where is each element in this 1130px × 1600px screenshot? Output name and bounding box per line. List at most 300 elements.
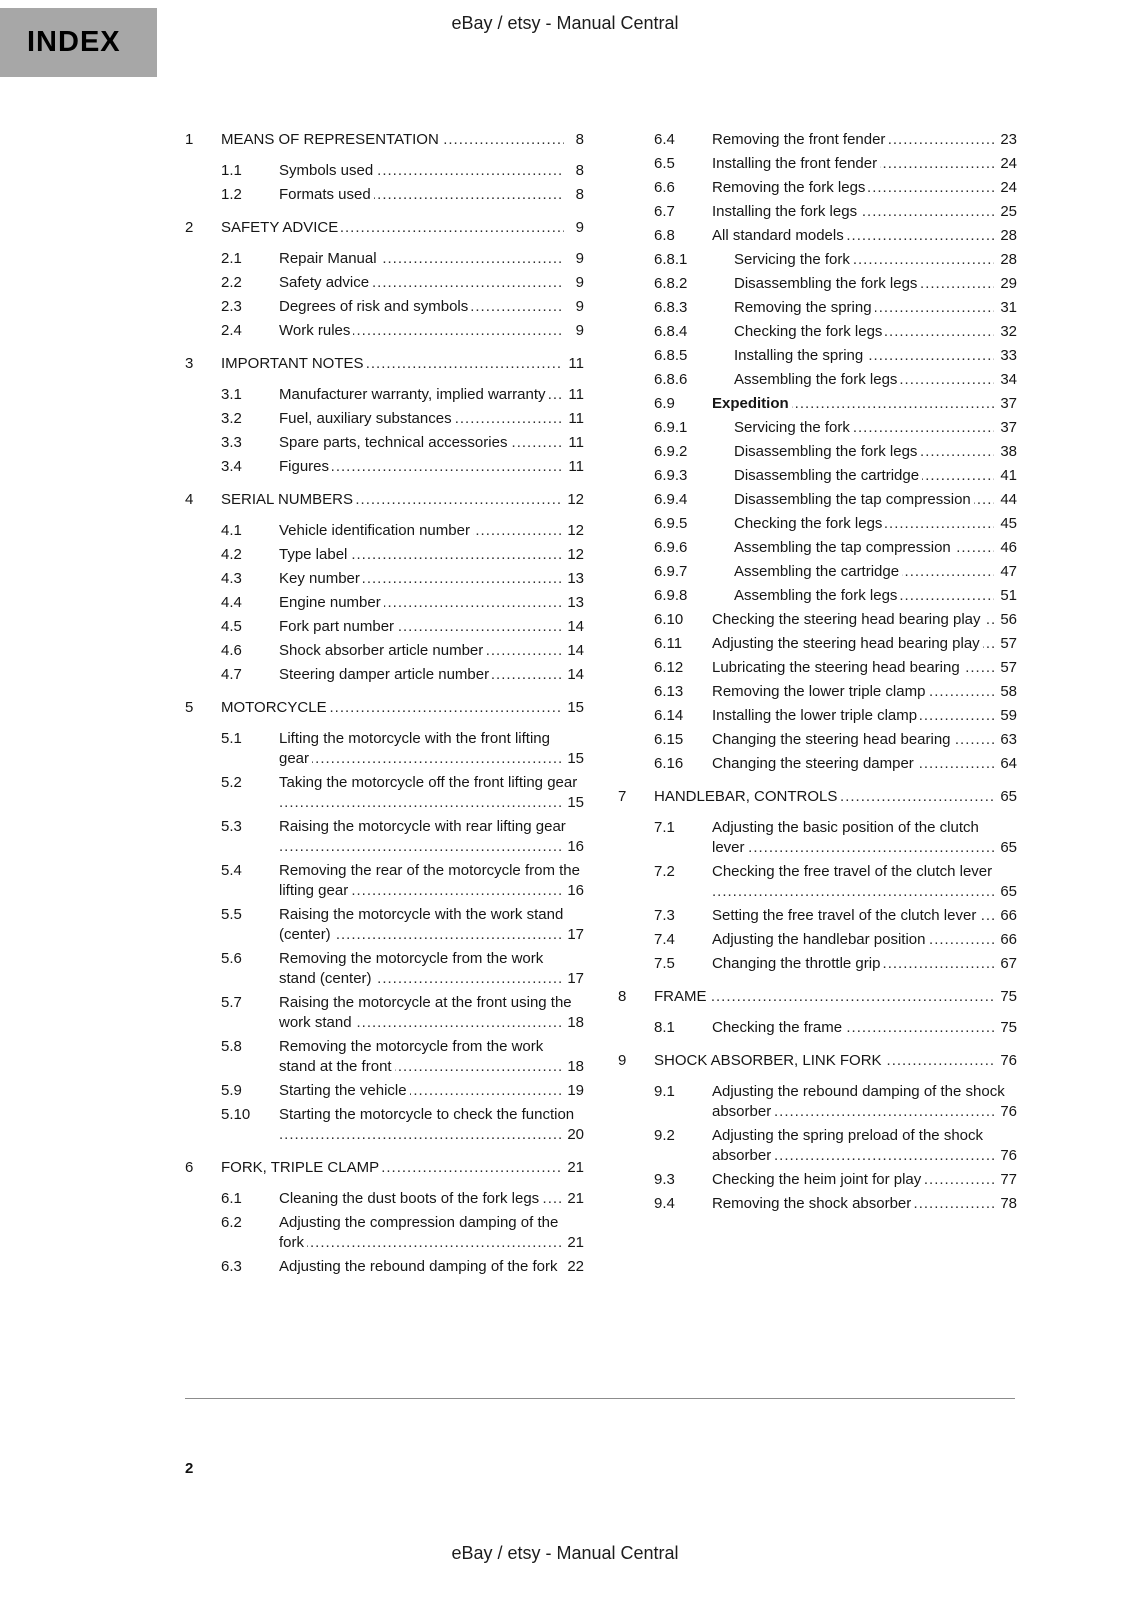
toc-entry-page: 77 [994, 1170, 1017, 1190]
toc-entry-number: 3 [185, 355, 194, 372]
toc-entry-text [734, 370, 1017, 390]
toc-entry-label: Servicing the fork [734, 251, 853, 268]
toc-entry [654, 634, 1017, 654]
toc-entry-number: 1 [185, 131, 194, 148]
toc-entry [221, 569, 584, 589]
toc-entry [654, 930, 1017, 950]
toc-entry-number: 6 [185, 1159, 194, 1176]
toc-entry-label: Changing the throttle grip [712, 955, 883, 972]
toc-entry-number: 6.15 [654, 731, 684, 748]
toc-entry-text [734, 418, 1017, 438]
toc-entry-page: 19 [561, 1081, 584, 1101]
toc-entry-page: 33 [994, 346, 1017, 366]
toc-entry-label: Checking the heim joint for play [712, 1171, 924, 1188]
toc-entry [618, 1051, 1017, 1071]
toc-entry [221, 593, 584, 613]
toc-entry [654, 1126, 1017, 1166]
toc-entry-number: 5.7 [221, 994, 242, 1011]
toc-entry-text [734, 562, 1017, 582]
toc-entry-text [279, 905, 584, 945]
toc-entry-text [734, 250, 1017, 270]
toc-entry [654, 178, 1017, 198]
toc-entry [654, 754, 1017, 774]
toc-entry-label: Adjusting the rebound damping of the shock absorber [712, 1083, 1005, 1120]
toc-entry-text [734, 298, 1017, 318]
toc-entry-label: Checking the fork legs [734, 323, 885, 340]
toc-entry [654, 514, 1017, 534]
toc-entry-number: 7.4 [654, 931, 675, 948]
toc-entry-page: 21 [561, 1233, 584, 1253]
toc-entry-number: 6.11 [654, 635, 683, 652]
toc-entry-label: Adjusting the spring preload of the shock absorber [712, 1127, 984, 1164]
toc-entry-label: IMPORTANT NOTES [221, 355, 367, 372]
toc-entry-text [712, 706, 1017, 726]
toc-entry-text [279, 1213, 584, 1253]
toc-entry-label: SHOCK ABSORBER, LINK FORK [654, 1052, 885, 1069]
toc-entry-number: 8.1 [654, 1019, 675, 1036]
toc-entry-text [734, 274, 1017, 294]
toc-entry [654, 682, 1017, 702]
toc-entry-text [712, 906, 1017, 926]
toc-entry-label: Starting the motorcycle to check the function [279, 1106, 577, 1123]
toc-entry-number: 5.4 [221, 862, 242, 879]
toc-entry [654, 586, 1017, 606]
toc-entry-page: 57 [994, 634, 1017, 654]
toc-entry-text [734, 442, 1017, 462]
toc-entry-number: 6.2 [221, 1214, 242, 1231]
toc-entry-text [712, 818, 1017, 858]
toc-entry-label: Installing the lower triple clamp [712, 707, 920, 724]
toc-entry-label: Cleaning the dust boots of the fork legs [279, 1190, 542, 1207]
toc-entry-page: 66 [994, 930, 1017, 950]
toc-entry-label: Symbols used [279, 162, 376, 179]
toc-entry-text [734, 514, 1017, 534]
toc-entry-number: 6.3 [221, 1258, 242, 1275]
toc-entry-page: 13 [561, 593, 584, 613]
toc-entry-label: Engine number [279, 594, 384, 611]
toc-entry [221, 433, 584, 453]
toc-entry-number: 9.3 [654, 1171, 675, 1188]
toc-entry-number: 6.16 [654, 755, 684, 772]
toc-entry-page: 65 [994, 882, 1017, 902]
toc-entry-text [221, 354, 584, 374]
toc-entry-label: Removing the front fender [712, 131, 888, 148]
toc-entry-number: 4.2 [221, 546, 242, 563]
toc-entry-page: 21 [561, 1189, 584, 1209]
toc-entry-number: 5 [185, 699, 194, 716]
toc-entry [185, 1158, 584, 1178]
toc-entry-label: Checking the steering head bearing play [712, 611, 984, 628]
toc-entry [654, 610, 1017, 630]
toc-entry-number: 7 [618, 788, 627, 805]
toc-entry [221, 1213, 584, 1253]
toc-entry-number: 6.6 [654, 179, 675, 196]
toc-entry-label: All standard models [712, 227, 847, 244]
toc-entry-number: 5.6 [221, 950, 242, 967]
toc-entry-page: 18 [561, 1057, 584, 1077]
toc-entry-text [654, 787, 1017, 807]
toc-entry-page: 24 [994, 154, 1017, 174]
toc-entry-text [279, 665, 584, 685]
toc-entry-page: 65 [994, 838, 1017, 858]
toc-entry-number: 3.2 [221, 410, 242, 427]
toc-entry-label: Vehicle identification number [279, 522, 473, 539]
toc-entry-text [734, 322, 1017, 342]
toc-entry-number: 9.2 [654, 1127, 675, 1144]
toc-entry-page: 24 [994, 178, 1017, 198]
toc-entry-number: 4.7 [221, 666, 242, 683]
toc-entry [654, 298, 1017, 318]
toc-entry-number: 6.9.5 [654, 515, 688, 532]
toc-entry-label: Assembling the fork legs [734, 587, 900, 604]
toc-entry-label: Disassembling the fork legs [734, 443, 920, 460]
toc-entry-label: FRAME [654, 988, 710, 1005]
toc-entry [221, 773, 584, 813]
toc-entry-number: 7.1 [654, 819, 675, 836]
toc-entry [221, 641, 584, 661]
toc-entry-number: 3.1 [221, 386, 242, 403]
toc-entry-page: 59 [994, 706, 1017, 726]
toc-entry-text [712, 754, 1017, 774]
toc-entry-text [279, 273, 584, 293]
toc-entry-page: 16 [561, 881, 584, 901]
toc-entry [654, 418, 1017, 438]
toc-entry [185, 218, 584, 238]
toc-entry-page: 76 [994, 1102, 1017, 1122]
toc-entry-number: 6.8.4 [654, 323, 688, 340]
toc-entry-text [221, 1158, 584, 1178]
toc-entry-label: Disassembling the fork legs [734, 275, 920, 292]
toc-entry [654, 250, 1017, 270]
toc-entry-label: Steering damper article number [279, 666, 492, 683]
toc-entry-text [654, 1051, 1017, 1071]
toc-entry-page: 78 [994, 1194, 1017, 1214]
toc-entry-label: Adjusting the rebound damping of the fork [279, 1258, 561, 1275]
toc-entry-page: 11 [562, 457, 584, 477]
toc-entry-page: 21 [561, 1158, 584, 1178]
toc-entry-label: MOTORCYCLE [221, 699, 330, 716]
toc-entry-number: 6.7 [654, 203, 675, 220]
toc-entry [221, 185, 584, 205]
toc-entry-number: 4 [185, 491, 194, 508]
toc-entry-label: Installing the front fender [712, 155, 880, 172]
toc-entry-page: 14 [561, 617, 584, 637]
toc-entry-label: Removing the lower triple clamp [712, 683, 928, 700]
toc-entry-number: 5.1 [221, 730, 242, 747]
toc-entry-page: 18 [561, 1013, 584, 1033]
toc-column-right [618, 130, 1017, 1281]
toc-entry-number: 6.8 [654, 227, 675, 244]
toc-entry-label: Key number [279, 570, 363, 587]
toc-entry-number: 5.3 [221, 818, 242, 835]
toc-entry-page: 8 [564, 161, 584, 181]
toc-entry-text [712, 658, 1017, 678]
toc-entry [221, 1037, 584, 1077]
toc-entry-number: 6.5 [654, 155, 675, 172]
toc-entry-text [221, 698, 584, 718]
toc-entry [221, 1257, 584, 1277]
toc-entry-text [712, 202, 1017, 222]
toc-entry-text [712, 682, 1017, 702]
toc-entry-number: 7.3 [654, 907, 675, 924]
toc-entry [221, 297, 584, 317]
toc-entry-page: 13 [561, 569, 584, 589]
toc-entry-page: 17 [561, 969, 584, 989]
toc-entry-text [279, 297, 584, 317]
toc-entry-label: Fuel, auxiliary substances [279, 410, 455, 427]
toc-entry-text [279, 1105, 584, 1145]
toc-entry-number: 2.4 [221, 322, 242, 339]
toc-entry-label: Fork part number [279, 618, 397, 635]
toc-entry-page: 8 [564, 185, 584, 205]
toc-entry-number: 5.10 [221, 1106, 251, 1123]
toc-entry [185, 130, 584, 150]
toc-entry-label: Assembling the fork legs [734, 371, 900, 388]
toc-entry-page: 56 [994, 610, 1017, 630]
toc-entry-page: 9 [564, 321, 584, 341]
toc-entry-page: 32 [994, 322, 1017, 342]
toc-entry-page: 75 [994, 987, 1017, 1007]
toc-entry-page: 9 [564, 273, 584, 293]
toc-entry [654, 1018, 1017, 1038]
toc-entry [654, 130, 1017, 150]
toc-entry-text [279, 161, 584, 181]
toc-entry-text [712, 954, 1017, 974]
toc-entry [654, 818, 1017, 858]
toc-entry-page: 29 [994, 274, 1017, 294]
toc-entry-label: Changing the steering head bearing [712, 731, 954, 748]
toc-entry-label: Installing the fork legs [712, 203, 860, 220]
toc-entry-number: 4.3 [221, 570, 242, 587]
toc-entry [221, 457, 584, 477]
toc-entry [221, 273, 584, 293]
toc-entry [654, 226, 1017, 246]
toc-entry-page: 41 [994, 466, 1017, 486]
toc-entry-label: Assembling the cartridge [734, 563, 902, 580]
toc-entry-text [712, 930, 1017, 950]
toc-entry-text [279, 817, 584, 857]
toc-entry [654, 442, 1017, 462]
toc-entry-label: FORK, TRIPLE CLAMP [221, 1159, 382, 1176]
toc-entry-text [279, 1257, 584, 1277]
toc-entry [221, 905, 584, 945]
toc-entry [221, 993, 584, 1033]
toc-entry-text [712, 1126, 1017, 1166]
toc-entry-text [712, 730, 1017, 750]
toc-entry [221, 521, 584, 541]
toc-entry-text [279, 773, 584, 813]
toc-entry-text [279, 617, 584, 637]
toc-column-left [185, 130, 584, 1281]
toc-entry-number: 6.8.6 [654, 371, 688, 388]
toc-entry [221, 249, 584, 269]
toc-entry-label: Removing the fork legs [712, 179, 868, 196]
toc-entry-page: 76 [994, 1146, 1017, 1166]
toc-entry-number: 4.5 [221, 618, 242, 635]
toc-entry-label: SAFETY ADVICE [221, 219, 341, 236]
toc-entry-number: 5.9 [221, 1082, 242, 1099]
toc-entry-label: Formats used [279, 186, 374, 203]
toc-entry-number: 6.9.3 [654, 467, 688, 484]
toc-entry-number: 4.1 [221, 522, 242, 539]
toc-entry [654, 202, 1017, 222]
toc-entry-label: SERIAL NUMBERS [221, 491, 356, 508]
toc-entry-label: Adjusting the compression damping of the fork [279, 1214, 559, 1251]
toc-entry-page: 45 [994, 514, 1017, 534]
toc-entry-page: 38 [994, 442, 1017, 462]
toc-entry-page: 67 [994, 954, 1017, 974]
toc-entry-page: 12 [561, 545, 584, 565]
toc-entry-label: Manufacturer warranty, implied warranty [279, 386, 548, 403]
toc-entry-label: Servicing the fork [734, 419, 853, 436]
toc-entry [654, 562, 1017, 582]
toc-entry [654, 538, 1017, 558]
toc-entry-text [279, 321, 584, 341]
toc-entry-page: 63 [994, 730, 1017, 750]
toc-entry-text [279, 569, 584, 589]
toc-entry-text [712, 154, 1017, 174]
toc-entry-page: 51 [994, 586, 1017, 606]
toc-entry-text [712, 1194, 1017, 1214]
toc-entry-label: Removing the spring [734, 299, 875, 316]
toc-entry-page: 15 [561, 698, 584, 718]
toc-entry-label: Removing the rear of the motorcycle from the lifting gear [279, 862, 580, 899]
toc-entry-text [279, 249, 584, 269]
toc-entry-text [279, 521, 584, 541]
toc-entry-page: 14 [561, 665, 584, 685]
toc-entry-number: 9.1 [654, 1083, 675, 1100]
toc-entry-text [279, 861, 584, 901]
toc-entry-label: Adjusting the steering head bearing play [712, 635, 983, 652]
toc-entry-page: 20 [561, 1125, 584, 1145]
toc-entry-number: 6.12 [654, 659, 684, 676]
toc-entry-page: 76 [994, 1051, 1017, 1071]
page-number: 2 [185, 1460, 194, 1477]
toc-entry-page: 12 [561, 490, 584, 510]
index-label: INDEX [27, 26, 121, 58]
toc-entry-text [221, 130, 584, 150]
toc-entry-label: Repair Manual [279, 250, 380, 267]
toc-entry-text [279, 545, 584, 565]
toc-entry [654, 370, 1017, 390]
toc-entry-page: 64 [994, 754, 1017, 774]
toc-entry-text [712, 394, 1017, 414]
toc-entry-text [279, 457, 584, 477]
toc-entry-page: 9 [564, 249, 584, 269]
toc-entry-number: 7.5 [654, 955, 675, 972]
toc-entry [221, 1105, 584, 1145]
toc-entry-label: Removing the motorcycle from the work stand (center) [279, 950, 544, 987]
toc-entry-number: 6.8.5 [654, 347, 688, 364]
toc-entry-text [734, 346, 1017, 366]
toc-entry-text [279, 641, 584, 661]
toc-entry-number: 9 [618, 1052, 627, 1069]
toc-entry-number: 3.4 [221, 458, 242, 475]
toc-entry-page: 66 [994, 906, 1017, 926]
toc-entry-page: 9 [564, 297, 584, 317]
toc-entry [654, 906, 1017, 926]
toc-entry-page: 11 [562, 385, 584, 405]
toc-entry-number: 6.8.2 [654, 275, 688, 292]
toc-entry [221, 545, 584, 565]
toc-entry-page: 16 [561, 837, 584, 857]
toc-entry [185, 354, 584, 374]
toc-entry-number: 6.9.7 [654, 563, 688, 580]
toc-entry-label: Setting the free travel of the clutch lever [712, 907, 979, 924]
toc-entry-text [279, 433, 584, 453]
table-of-contents [185, 130, 1017, 1281]
toc-entry [185, 490, 584, 510]
toc-entry-number: 9.4 [654, 1195, 675, 1212]
toc-entry [654, 1082, 1017, 1122]
toc-entry-text [712, 178, 1017, 198]
toc-entry-number: 6.8.1 [654, 251, 688, 268]
toc-entry-page: 9 [564, 218, 584, 238]
toc-entry [221, 321, 584, 341]
toc-entry-page: 58 [994, 682, 1017, 702]
toc-entry-page: 47 [994, 562, 1017, 582]
toc-entry-text [279, 1037, 584, 1077]
toc-entry [221, 161, 584, 181]
toc-entry-text [654, 987, 1017, 1007]
toc-entry-label: Lifting the motorcycle with the front lifting gear [279, 730, 550, 767]
toc-entry-page: 31 [994, 298, 1017, 318]
toc-entry-text [221, 490, 584, 510]
toc-entry-label: Checking the fork legs [734, 515, 885, 532]
toc-entry [654, 862, 1017, 902]
toc-entry-number: 2 [185, 219, 194, 236]
toc-entry-page: 14 [561, 641, 584, 661]
toc-entry [618, 987, 1017, 1007]
toc-entry-label: Adjusting the basic position of the clutch lever [712, 819, 979, 856]
toc-entry-text [279, 593, 584, 613]
footer-title: eBay / etsy - Manual Central [451, 1543, 679, 1563]
toc-entry-number: 7.2 [654, 863, 675, 880]
toc-entry [654, 730, 1017, 750]
toc-entry-page: 15 [561, 749, 584, 769]
toc-entry-text [712, 1018, 1017, 1038]
toc-entry-label: Raising the motorcycle with rear lifting gear [279, 818, 569, 835]
toc-entry-number: 8 [618, 988, 627, 1005]
toc-entry-label: Work rules [279, 322, 353, 339]
toc-entry-label: Shock absorber article number [279, 642, 486, 659]
toc-entry-number: 2.2 [221, 274, 242, 291]
toc-entry-label: Spare parts, technical accessories [279, 434, 510, 451]
toc-entry-number: 6.14 [654, 707, 684, 724]
toc-entry-number: 5.2 [221, 774, 242, 791]
toc-entry-text [712, 1170, 1017, 1190]
toc-entry [654, 706, 1017, 726]
toc-entry-label: Safety advice [279, 274, 372, 291]
toc-entry-label: Raising the motorcycle with the work stand (center) [279, 906, 564, 943]
toc-entry-page: 11 [562, 409, 584, 429]
toc-entry-number: 3.3 [221, 434, 242, 451]
toc-entry-page: 37 [994, 418, 1017, 438]
toc-entry-label: Installing the spring [734, 347, 866, 364]
toc-entry-label: Removing the motorcycle from the work stand at the front [279, 1038, 544, 1075]
toc-entry-number: 1.2 [221, 186, 242, 203]
toc-entry [654, 658, 1017, 678]
toc-entry-page: 11 [562, 354, 584, 374]
toc-entry-number: 6.9.2 [654, 443, 688, 460]
toc-entry-text [734, 586, 1017, 606]
toc-entry-label: Expedition [712, 395, 792, 412]
toc-entry-label: Disassembling the tap compression [734, 491, 974, 508]
toc-entry [185, 698, 584, 718]
toc-entry-page: 12 [561, 521, 584, 541]
toc-entry-number: 6.8.3 [654, 299, 688, 316]
toc-entry-number: 5.8 [221, 1038, 242, 1055]
